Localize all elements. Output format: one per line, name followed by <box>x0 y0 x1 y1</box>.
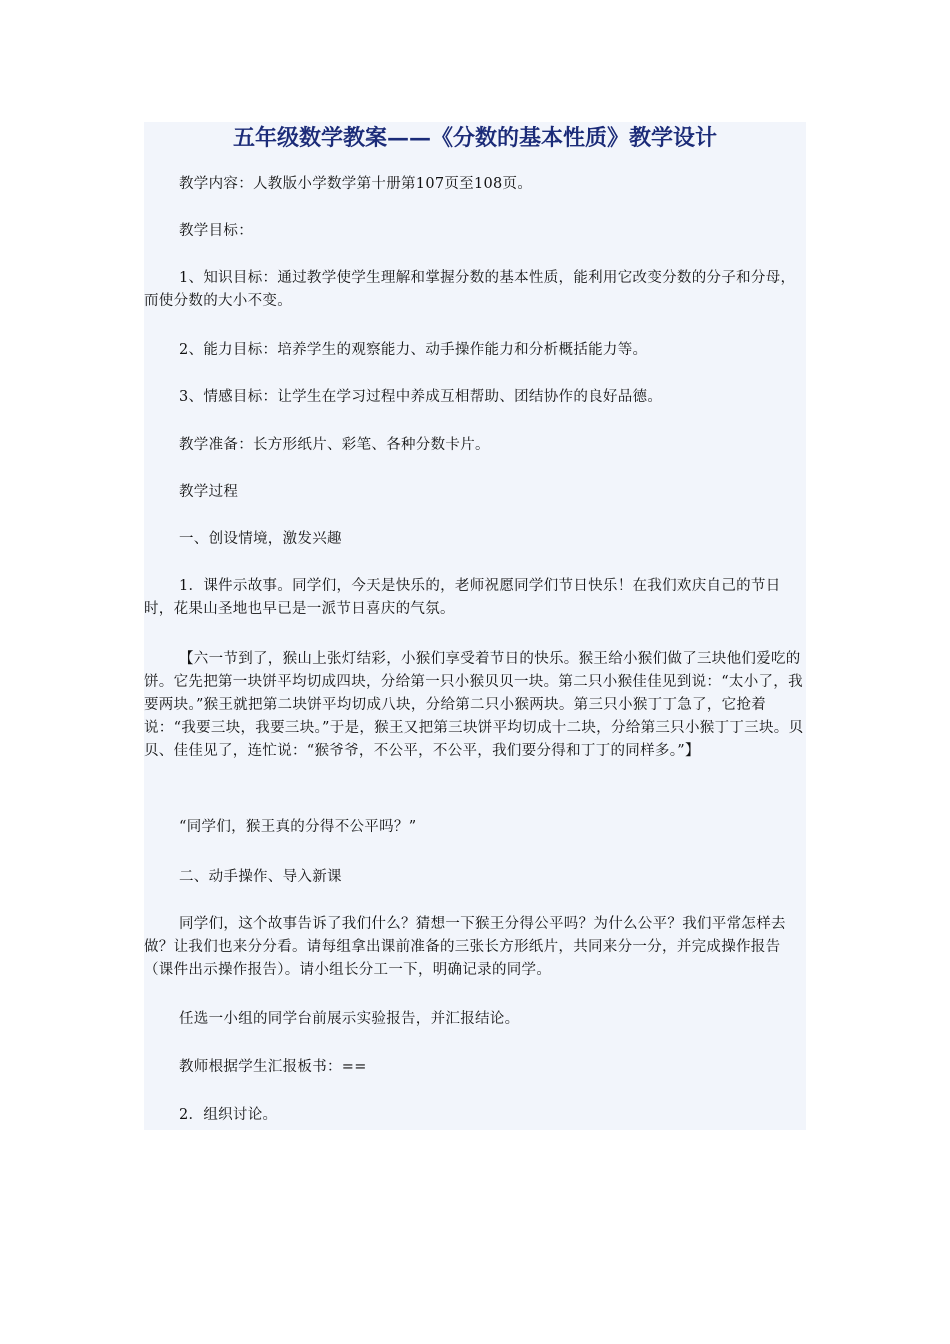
paragraph-preparation: 教学准备：长方形纸片、彩笔、各种分数卡片。 <box>179 437 490 453</box>
paragraph-story-intro: 1．课件示故事。同学们，今天是快乐的，老师祝愿同学们节日快乐！在我们欢庆自己的节日时，花果山圣地也早已是一派节日喜庆的气氛。 <box>144 578 781 617</box>
paragraph-activity: 同学们，这个故事告诉了我们什么？猜想一下猴王分得公平吗？为什么公平？我们平常怎样去做？让我们也来分分看。请每组拿出课前准备的三张长方形纸片，共同来分一分，并完成操作报告（课件出示操作报告）。请小组长分工一下，明确记录的同学。 <box>144 916 786 978</box>
paragraph-discussion: 2．组织讨论。 <box>179 1107 278 1123</box>
section-heading-1: 一、创设情境，激发兴趣 <box>179 531 342 547</box>
paragraph-content: 教学内容：人教版小学数学第十册第107页至108页。 <box>179 176 533 192</box>
paragraph-blackboard: 教师根据学生汇报板书：== <box>179 1059 367 1075</box>
section-heading-2: 二、动手操作、导入新课 <box>179 869 342 885</box>
paragraph-monkey-story: 【六一节到了，猴山上张灯结彩，小猴们享受着节日的快乐。猴王给小猴们做了三块他们爱吃的饼。它先把第一块饼平均切成四块，分给第一只小猴贝贝一块。第二只小猴佳佳见到说：“太小了，我要两块。”猴王就把第二块饼平均切成八块，分给第二只小猴两块。第三只小猴丁丁急了，它抢着说：“我要三块，我要三块。”于是，猴王又把第三块饼平均切成十二块，分给第三只小猴丁丁三块。贝贝、佳佳见了，连忙说：“猴爷爷，不公平，不公平，我们要分得和丁丁的同样多。”】 <box>144 651 804 759</box>
document-title: 五年级数学教案——《分数的基本性质》教学设计 <box>232 125 717 151</box>
paragraph-objectives-heading: 教学目标： <box>179 223 253 239</box>
paragraph-ability-goal: 2、能力目标：培养学生的观察能力、动手操作能力和分析概括能力等。 <box>179 342 648 358</box>
paragraph-report: 任选一小组的同学台前展示实验报告，并汇报结论。 <box>179 1011 520 1027</box>
paragraph-knowledge-goal: 1、知识目标：通过教学使学生理解和掌握分数的基本性质，能利用它改变分数的分子和分母，而使分数的大小不变。 <box>144 270 796 309</box>
lesson-plan-content <box>144 122 806 1130</box>
paragraph-emotion-goal: 3、情感目标：让学生在学习过程中养成互相帮助、团结协作的良好品德。 <box>179 389 663 405</box>
paragraph-process-heading: 教学过程 <box>179 484 239 500</box>
paragraph-question: “同学们，猴王真的分得不公平吗？” <box>179 819 417 835</box>
